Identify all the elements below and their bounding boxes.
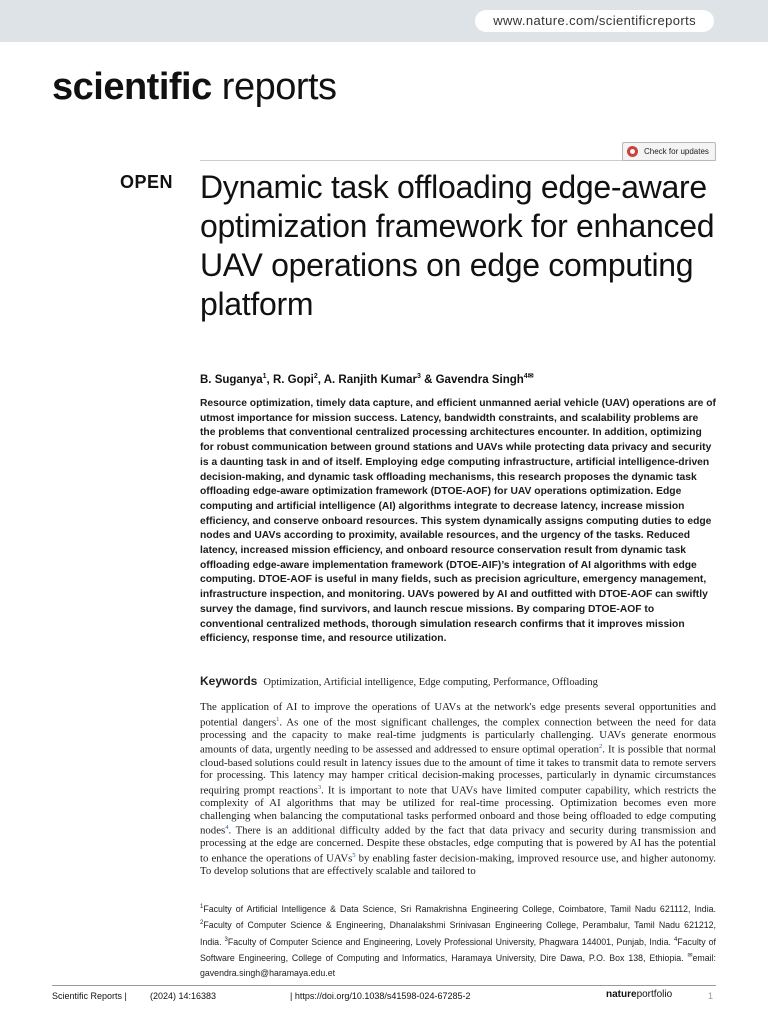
affil-marker: 3 xyxy=(224,936,228,943)
citation-ref[interactable]: 4 xyxy=(225,824,229,832)
check-updates-label: Check for updates xyxy=(644,147,709,156)
author-name[interactable]: R. Gopi xyxy=(272,373,314,386)
author-list: B. Suganya$^1$, R. Gopi$^2$, A. Ranjith Kumar$^3$ & Gavendra Singh$^{4✉}$ xyxy=(200,373,534,386)
footer-divider xyxy=(52,985,716,986)
footer-journal: Scientific Reports | xyxy=(52,991,127,1001)
citation-ref[interactable]: 2 xyxy=(599,743,603,751)
affil-marker: 4 xyxy=(673,936,678,943)
affiliation-text: Faculty of Computer Science and Engineering, Lovely Professional University, Phagwara 144001, Punjab, India. xyxy=(227,936,674,947)
citation-ref[interactable]: 5 xyxy=(352,851,356,859)
author-name[interactable]: B. Suganya xyxy=(200,373,263,386)
body-text-segment: The application of AI to improve the operations of UAVs at the network's edge presents several opportunities and potential dangers xyxy=(200,701,716,729)
keywords-list: Optimization, Artificial intelligence, Edge computing, Performance, Offloading xyxy=(263,677,598,688)
footer-doi[interactable]: | https://doi.org/10.1038/s41598-024-67285-2 xyxy=(290,991,471,1001)
body-text xyxy=(200,701,716,878)
body-text-segment: . It is important to note that UAVs have limited computer capability, which restricts the complexity of AI algorithms that may be utilized for real-time processing. Optimization becomes even more challenging when balancing the computational tasks performed onboard and those being offloaded to edge computing nodes xyxy=(200,784,716,837)
page-number: 1 xyxy=(708,991,714,1001)
affiliation-text: Faculty of Computer Science & Engineering, Dhanalakshmi Srinivasan Engineering College, Perambalur, Tamil Nadu 621212, India. xyxy=(200,920,716,947)
body-text-segment: . There is an additional difficulty added by the fact that data privacy and security during transmission and processing at the edge are concerned. Despite these obstacles, edge computing that is powered by AI has the potential to enhance the operations of UAVs xyxy=(200,824,716,865)
publisher-logo xyxy=(606,989,672,1000)
check-updates-button[interactable] xyxy=(622,142,716,161)
journal-logo xyxy=(52,64,337,110)
affiliation-text: Faculty of Software Engineering, College of Computing and Informatics, Haramaya University, Dire Dawa, P.O. Box 138, Ethiopia. xyxy=(200,936,716,964)
affil-marker: 1 xyxy=(200,904,204,910)
top-banner xyxy=(0,0,768,42)
corresponding-email[interactable]: email: gavendra.singh@haramaya.edu.et xyxy=(200,953,716,978)
citation-ref[interactable]: 3 xyxy=(317,783,322,791)
open-access-label: OPEN xyxy=(120,172,174,192)
body-text-segment: . It is possible that normal cloud-based solutions could result in latency issues due to the amount of time it takes to transmit data to remote servers for processing. This latency may hamper critical decision-making processes, particularly in dynamic circumstances requiring prompt reactions xyxy=(200,743,717,797)
author-affil-ref: 3 xyxy=(417,373,421,380)
author-name[interactable]: Gavendra Singh xyxy=(435,373,524,386)
keywords-label: Keywords xyxy=(200,674,258,688)
affiliations xyxy=(200,900,716,980)
author-affil-ref: 4✉ xyxy=(523,373,534,380)
crossmark-icon xyxy=(627,146,638,157)
journal-url[interactable]: www.nature.com/scientificreports xyxy=(475,10,714,32)
publisher-name-bold: nature xyxy=(606,989,637,1000)
affiliation-text: Faculty of Artificial Intelligence & Data Science, Sri Ramakrishna Engineering College, Coimbatore, Tamil Nadu 621112, India. xyxy=(203,903,716,914)
keywords xyxy=(200,674,598,688)
journal-name-bold: scientific xyxy=(52,66,212,108)
article-title: Dynamic task offloading edge-aware optimization framework for enhanced UAV operations on edge computing platform xyxy=(200,169,715,322)
footer-volume: (2024) 14:16383 xyxy=(150,991,217,1001)
author-affil-ref: 2 xyxy=(313,373,318,380)
body-text-segment: . As one of the most significant challenges, the complex connection between the need for data processing and the capacity to make real-time judgments is particularly challenging. UAVs generate enormous amounts of data, urgently needing to be assessed and addressed to ensure optimal operation xyxy=(200,716,716,756)
abstract: Resource optimization, timely data capture, and efficient unmanned aerial vehicle (UAV) operations are of utmost importance for mission success. Latency, bandwidth constraints, and scalability problems are the problems that conventional centralized processing architectures encounter. In addition, optimizing for robust communication between ground stations and UAVs while protecting data privacy and security is a daunting task in and of itself. Employing edge computing infrastructure, artificial intelligence-driven decision-making, and dynamic task offloading mechanisms, this research proposes the dynamic task offloading edge-aware optimization framework (DTOE-AOF) for UAV operations optimization. Edge computing and artificial intelligence (AI) algorithms integrate to decrease latency, increase mission efficiency, and conserve onboard resources. This system dynamically assigns computing duties to edge nodes and UAVs according to proximity, available resources, and the urgency of the tasks. Reduced latency, increased mission efficiency, and onboard resource conservation result from dynamic task offloading edge-aware implementation framework (DTOE-AIF)’s integration of AI algorithms with edge computing. DTOE-AOF is useful in many fields, such as precision agriculture, emergency management, infrastructure inspection, and monitoring. UAVs powered by AI and outfitted with DTOE-AOF can swiftly survey the damage, find survivors, and launch rescue missions. By comparing DTOE-AOF to conventional centralized methods, thorough simulation research confirms that it improves mission efficiency, response time, and resource utilization. xyxy=(200,398,716,645)
journal-name-light: reports xyxy=(211,66,337,108)
publisher-name-light: portfolio xyxy=(636,989,673,1000)
author-name[interactable]: A. Ranjith Kumar xyxy=(323,373,417,386)
affil-marker: 2 xyxy=(200,920,204,927)
author-affil-ref: 1 xyxy=(262,373,267,380)
email-icon: ✉ xyxy=(687,953,693,960)
citation-ref[interactable]: 1 xyxy=(276,715,280,723)
body-text-segment: by enabling faster decision-making, improved resource use, and higher autonomy. To develop solutions that are effectively scalable and tailored to xyxy=(200,852,716,878)
